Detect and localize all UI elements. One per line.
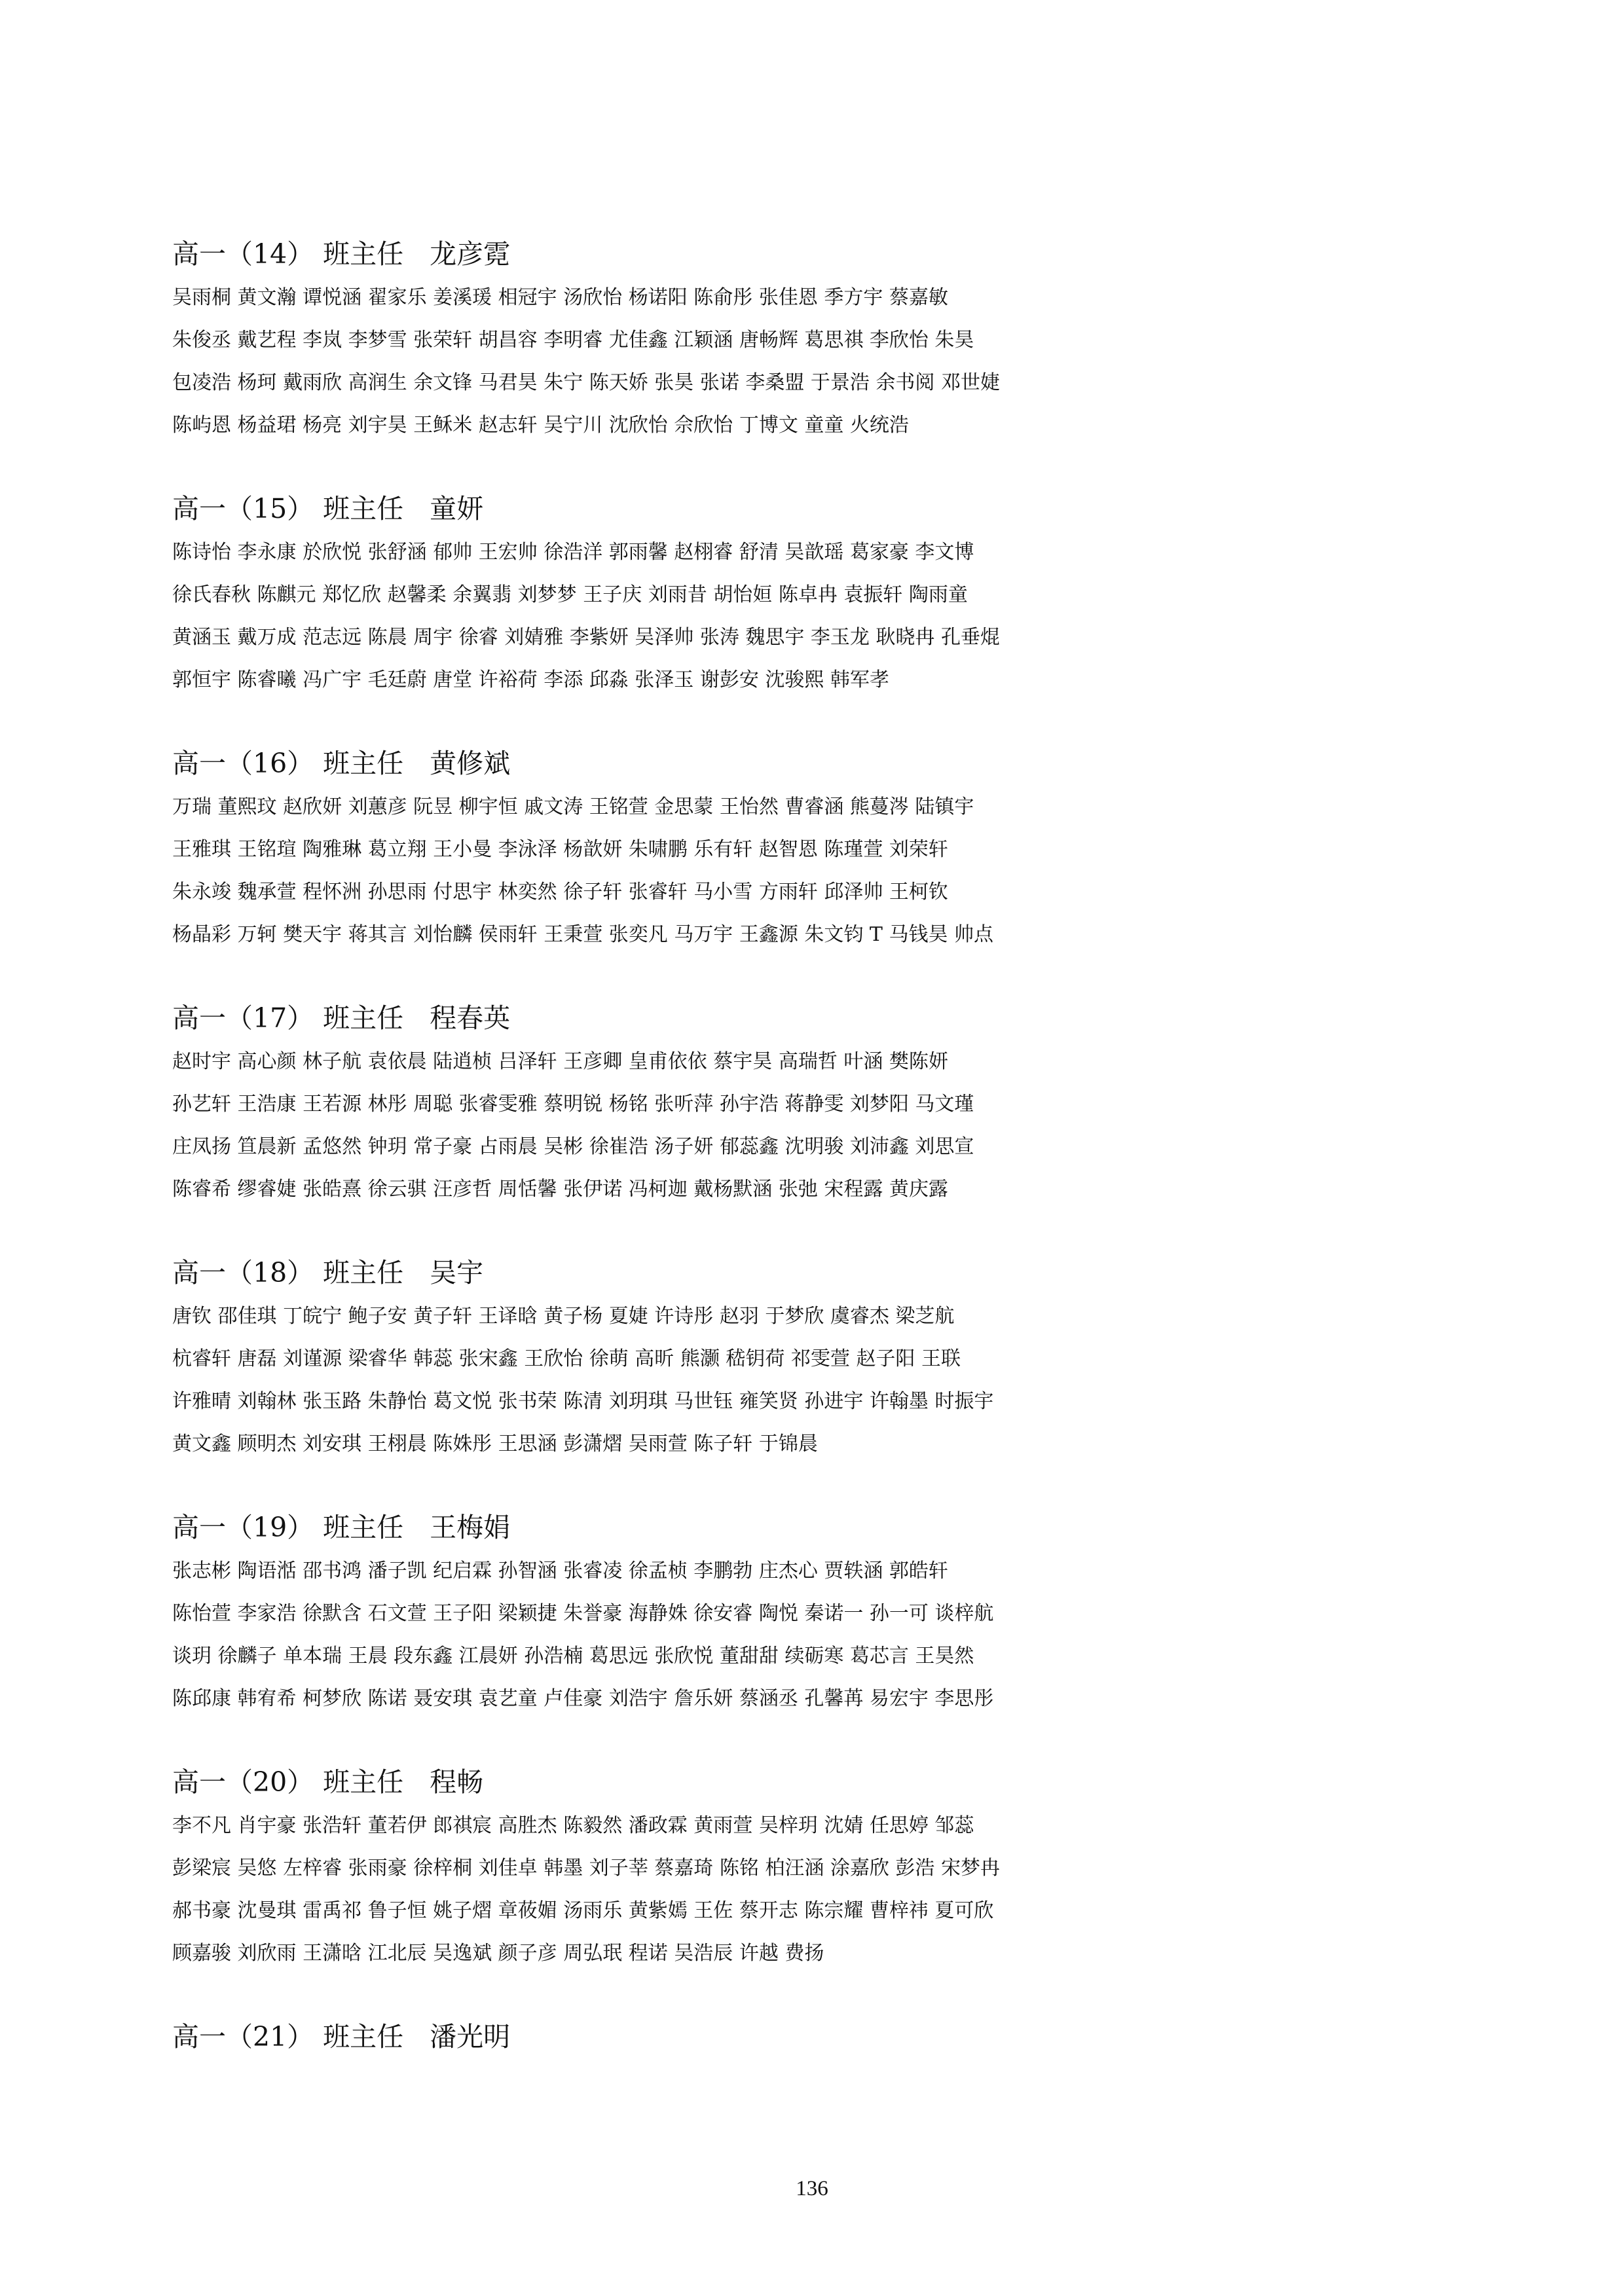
student-names-line: 陈诗怡 李永康 於欣悦 张舒涵 郁帅 王宏帅 徐浩洋 郭雨馨 赵栩睿 舒清 吴歆瑶 葛家豪 李文博 [172,541,974,564]
student-names-line: 郝书豪 沈曼琪 雷禹祁 鲁子恒 姚子熠 章莜媚 汤雨乐 黄紫嫣 王佐 蔡开志 陈宗耀 曹梓祎 夏可欣 [172,1899,994,1922]
class-label: 高一（15） [172,493,314,524]
teacher-name: 程畅 [430,1766,484,1798]
student-names-line: 郭恒宇 陈睿曦 冯广宇 毛廷蔚 唐堂 许裕荷 李添 邱淼 张泽玉 谢彭安 沈骏熙 韩军孝 [172,668,889,691]
student-names-line: 黄涵玉 戴万成 范志远 陈晨 周宇 徐睿 刘婧雅 李紫妍 吴泽帅 张涛 魏思宇 李玉龙 耿晓冉 孔垂焜 [172,626,1000,649]
student-names-line: 陈怡萱 李家浩 徐默含 石文萱 王子阳 梁颖捷 朱誉豪 海静姝 徐安睿 陶悦 秦诺一 孙一可 谈梓航 [172,1602,994,1625]
teacher-label: 班主任 [323,2021,404,2052]
student-names-line: 黄文鑫 顾明杰 刘安琪 王栩晨 陈姝彤 王思涵 彭潇熠 吴雨萱 陈子轩 于锦晨 [172,1432,818,1455]
student-names-line: 谈玥 徐麟子 单本瑞 王晨 段东鑫 江晨妍 孙浩楠 葛思远 张欣悦 董甜甜 续砺寒 葛芯言 王昊然 [172,1645,974,1667]
student-names-line: 顾嘉骏 刘欣雨 王潇晗 江北辰 吴逸斌 颜子彦 周弘珉 程诺 吴浩辰 许越 费扬 [172,1942,824,1965]
class-section [172,744,1482,956]
class-header [172,1508,1482,1547]
student-names-line: 徐氏春秋 陈麒元 郑忆欣 赵馨柔 余翼翡 刘梦梦 王子庆 刘雨昔 胡怡姮 陈卓冉 袁振轩 陶雨童 [172,583,968,606]
student-names-line: 陈屿恩 杨益珺 杨亮 刘宇昊 王稣米 赵志轩 吴宁川 沈欣怡 佘欣怡 丁博文 童童 火统浩 [172,414,909,437]
teacher-label: 班主任 [323,1002,404,1034]
student-names-line: 孙艺轩 王浩康 王若源 林彤 周聪 张睿雯雅 蔡明锐 杨铭 张听萍 孙宇浩 蒋静雯 刘梦阳 马文瑾 [172,1093,974,1116]
class-section [172,489,1482,701]
student-names-line: 李不凡 肖宇豪 张浩轩 董若伊 郎祺宸 高胜杰 陈毅然 潘政霖 黄雨萱 吴梓玥 沈婧 任思婷 邹蕊 [172,1814,974,1837]
class-header [172,744,1482,783]
student-names-line: 唐钦 邵佳琪 丁皖宁 鲍子安 黄子轩 王译晗 黄子杨 夏婕 许诗彤 赵羽 于梦欣 虞睿杰 梁芝航 [172,1305,955,1328]
class-label: 高一（16） [172,748,314,779]
class-section [172,1253,1482,1465]
student-names-line: 陈睿希 缪睿婕 张皓熹 徐云骐 汪彦哲 周恬馨 张伊诺 冯柯迦 戴杨默涵 张弛 宋程露 黄庆露 [172,1178,948,1201]
student-names-line: 庄凤扬 笪晨新 孟悠然 钟玥 常子豪 占雨晨 吴彬 徐崔浩 汤子妍 郁蕊鑫 沈明骏 刘沛鑫 刘思宣 [172,1135,974,1158]
teacher-label: 班主任 [323,1766,404,1798]
teacher-label: 班主任 [323,493,404,524]
student-names-line: 陈邱康 韩宥希 柯梦欣 陈诺 聂安琪 袁艺童 卢佳豪 刘浩宇 詹乐妍 蔡涵丞 孔馨苒 易宏宇 李思彤 [172,1687,994,1710]
class-section [172,998,1482,1211]
student-names-line: 赵时宇 高心颜 林子航 袁依晨 陆逍桢 吕泽轩 王彦卿 皇甫依依 蔡宇昊 高瑞哲 叶涵 樊陈妍 [172,1050,948,1073]
class-header [172,1253,1482,1292]
student-names-line: 朱俊丞 戴艺程 李岚 李梦雪 张荣轩 胡昌容 李明睿 尤佳鑫 江颖涵 唐畅辉 葛思祺 李欣怡 朱昊 [172,329,974,352]
class-header [172,998,1482,1038]
teacher-name: 吴宇 [430,1257,484,1288]
class-section [172,2017,1482,2056]
student-names-line: 朱永竣 魏承萱 程怀洲 孙思雨 付思宇 林奕然 徐子轩 张睿轩 马小雪 方雨轩 邱泽帅 王柯钦 [172,881,948,903]
class-label: 高一（20） [172,1766,314,1798]
page-number: 136 [796,2177,828,2200]
class-label: 高一（17） [172,1002,314,1034]
teacher-name: 童妍 [430,493,484,524]
student-names-line: 万瑞 董熙玟 赵欣妍 刘蕙彦 阮昱 柳宇恒 戚文涛 王铭萱 金思蒙 王怡然 曹睿涵 熊蔓涔 陆镇宇 [172,795,974,818]
teacher-label: 班主任 [323,748,404,779]
teacher-label: 班主任 [323,1257,404,1288]
class-header [172,1762,1482,1802]
student-names-line: 包凌浩 杨珂 戴雨欣 高润生 余文锋 马君昊 朱宁 陈天娇 张昊 张诺 李桑盟 于景浩 余书阅 邓世婕 [172,371,1000,394]
student-names-line: 杨晶彩 万轲 樊天宇 蒋其言 刘怡麟 侯雨轩 王秉萱 张奕凡 马万宇 王鑫源 朱文钧 T 马钱昊 帅点 [172,923,993,946]
student-names-line: 张志彬 陶语湉 邵书鸿 潘子凯 纪启霖 孙智涵 张睿凌 徐孟桢 李鹏勃 庄杰心 贾轶涵 郭皓轩 [172,1559,948,1582]
student-names-line: 吴雨桐 黄文瀚 谭悦涵 翟家乐 姜溪瑗 相冠宇 汤欣怡 杨诺阳 陈俞彤 张佳恩 季方宇 蔡嘉敏 [172,286,948,309]
teacher-label: 班主任 [323,1512,404,1543]
class-label: 高一（21） [172,2021,314,2052]
class-label: 高一（19） [172,1512,314,1543]
student-names-line: 彭梁宸 吴悠 左梓睿 张雨豪 徐梓桐 刘佳卓 韩墨 刘子莘 蔡嘉琦 陈铭 柏汪涵 涂嘉欣 彭浩 宋梦冉 [172,1857,1000,1880]
class-header [172,234,1482,274]
teacher-name: 黄修斌 [430,748,511,779]
student-names-line: 王雅琪 王铭瑄 陶雅琳 葛立翔 王小曼 李泳泽 杨歆妍 朱啸鹏 乐有轩 赵智恩 陈瑾萱 刘荣轩 [172,838,948,861]
class-roster-page [172,234,1482,2099]
class-label: 高一（14） [172,238,314,270]
teacher-name: 潘光明 [430,2021,511,2052]
teacher-name: 程春英 [430,1002,511,1034]
teacher-label: 班主任 [323,238,404,270]
student-names-line: 杭睿轩 唐磊 刘谨源 梁睿华 韩蕊 张宋鑫 王欣怡 徐萌 高昕 熊灏 嵇钥荷 祁雯萱 赵子阳 王联 [172,1347,961,1370]
teacher-name: 龙彦霓 [430,238,511,270]
class-header [172,489,1482,528]
teacher-name: 王梅娟 [430,1512,511,1543]
class-header [172,2017,1482,2056]
student-names-line: 许雅晴 刘翰林 张玉路 朱静怡 葛文悦 张书荣 陈清 刘玥琪 马世钰 雍笑贤 孙进宇 许翰墨 时振宇 [172,1390,994,1413]
class-section [172,1508,1482,1720]
class-section [172,234,1482,446]
class-section [172,1762,1482,1975]
class-label: 高一（18） [172,1257,314,1288]
